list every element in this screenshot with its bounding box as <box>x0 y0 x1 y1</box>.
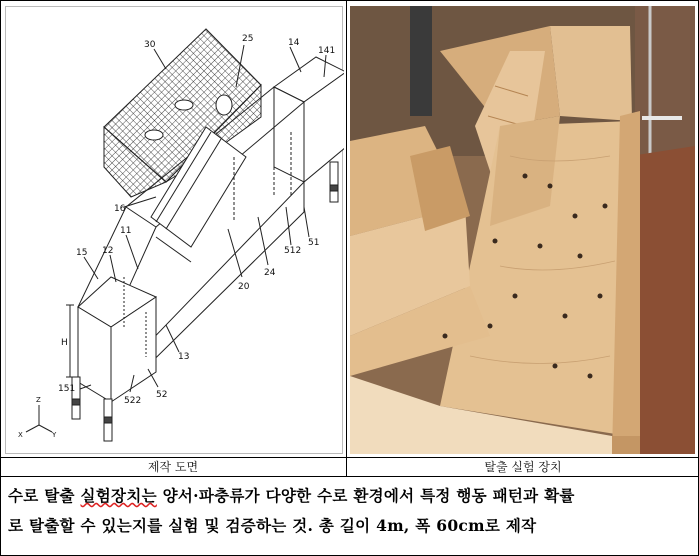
technical-drawing <box>5 6 343 454</box>
label-522: 522 <box>124 396 142 406</box>
axis-y: Y <box>52 431 57 439</box>
label-13: 13 <box>178 352 190 362</box>
caption-drawing: 제작 도면 <box>147 460 199 474</box>
desc-part-3: 양서·파충류가 다양한 수로 환경에서 특정 행동 패턴과 확률 <box>156 486 575 505</box>
drawing-svg <box>6 7 344 455</box>
caption-bottom-rule <box>0 476 699 477</box>
label-24: 24 <box>264 268 276 278</box>
column-divider <box>346 0 347 476</box>
label-30: 30 <box>144 40 156 50</box>
label-H: H <box>61 338 68 348</box>
label-52: 52 <box>156 390 168 400</box>
apparatus-photo <box>350 6 695 454</box>
axis-z: Z <box>36 396 41 404</box>
photo-svg <box>350 6 695 454</box>
axis-x: X <box>18 431 23 439</box>
label-15: 15 <box>76 248 88 258</box>
label-51: 51 <box>308 238 320 248</box>
label-16: 16 <box>114 204 126 214</box>
description-line-1 <box>8 481 692 511</box>
desc-underlined-word: 실험장치는 <box>80 486 157 505</box>
label-512: 512 <box>284 246 302 256</box>
label-12: 12 <box>102 246 114 256</box>
caption-photo: 탈출 실험 장치 <box>484 460 562 474</box>
description-line-2: 로 탈출할 수 있는지를 실험 및 검증하는 것. 총 길이 4m, 폭 60cm로 제작 <box>8 516 537 535</box>
label-11: 11 <box>120 226 132 236</box>
label-20: 20 <box>238 282 250 292</box>
desc-part-1: 수로 탈출 <box>8 486 81 505</box>
description-text <box>8 481 692 541</box>
label-141: 141 <box>318 46 336 56</box>
label-14: 14 <box>288 38 300 48</box>
label-151: 151 <box>58 384 76 394</box>
label-25: 25 <box>242 34 254 44</box>
